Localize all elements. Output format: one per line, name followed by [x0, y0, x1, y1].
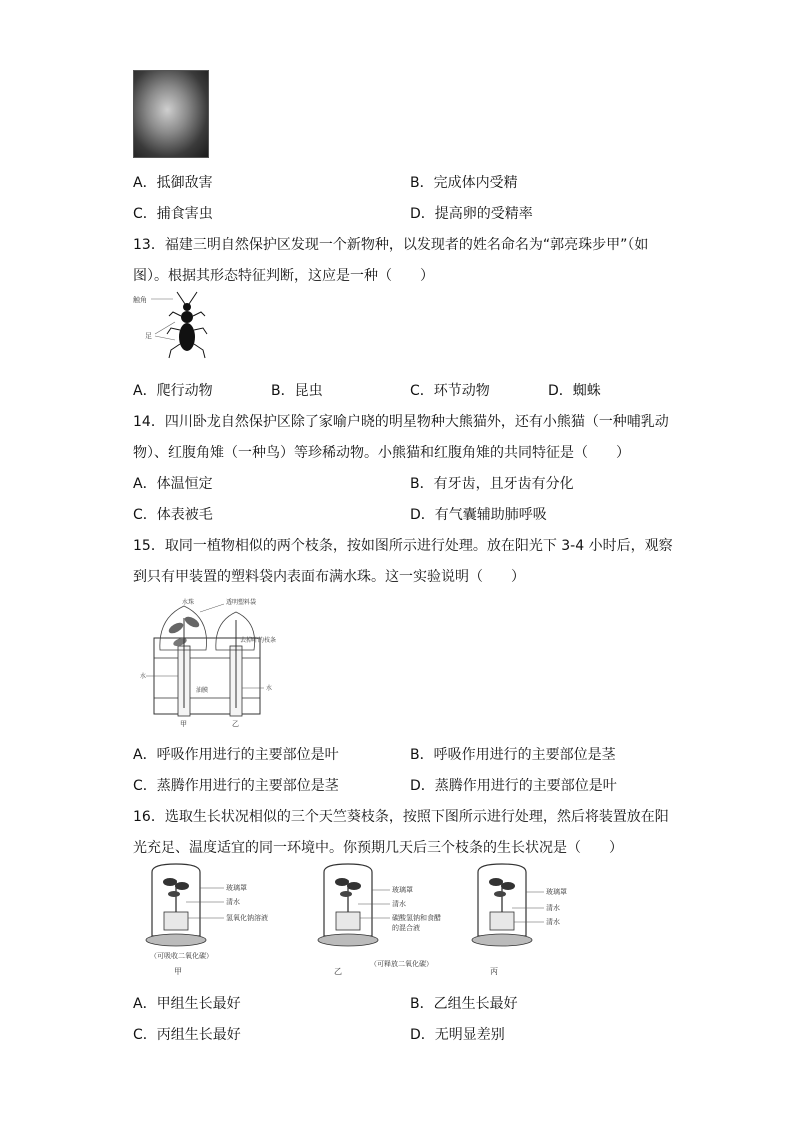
q15-stem-line2: 到只有甲装置的塑料袋内表面布满水珠。这一实验说明（ ） [133, 569, 525, 585]
q14-stem-line1: 14．四川卧龙自然保护区除了家喻户晓的明星物种大熊猫外，还有小熊猫（一种哺乳动 [133, 414, 669, 430]
jar-yi-label-glass: 玻璃罩 [392, 886, 413, 894]
jar-yi-note: （可释放二氧化碳） [370, 960, 433, 968]
jar-bing-name: 丙 [490, 967, 498, 976]
label-yi: 乙 [232, 720, 239, 728]
q16-option-a[interactable]: A．甲组生长最好 [133, 996, 241, 1012]
label-water-right: 水 [266, 685, 273, 692]
q14-stem-line2: 物）、红腹角雉（一种鸟）等珍稀动物。小熊猫和红腹角雉的共同特征是（ ） [133, 445, 630, 461]
q15-option-c[interactable]: C．蒸腾作用进行的主要部位是茎 [133, 778, 339, 794]
q16-option-c[interactable]: C．丙组生长最好 [133, 1027, 241, 1043]
q16-stem-line2: 光充足、温度适宜的同一环境中。你预期几天后三个枝条的生长状况是（ ） [133, 840, 623, 856]
q16-option-b[interactable]: B．乙组生长最好 [410, 996, 518, 1012]
jar-jia-label-glass: 玻璃罩 [226, 884, 247, 892]
jar-yi-label-mix: 碳酸氢钠和食醋 [392, 914, 441, 922]
jar-jia-name: 甲 [174, 967, 182, 976]
q13-option-b[interactable]: B．昆虫 [271, 383, 323, 399]
jar-yi-label-mix2: 的混合液 [392, 924, 420, 932]
q16-stem-line1: 16．选取生长状况相似的三个天竺葵枝条，按照下图所示进行处理，然后将装置放在阳 [133, 809, 669, 825]
q14-option-d[interactable]: D．有气囊辅助肺呼吸 [410, 507, 547, 523]
beetle-label-antenna: 触角 [133, 296, 147, 304]
label-jia: 甲 [180, 720, 187, 728]
label-plastic-bag: 透明塑料袋 [226, 599, 257, 606]
q12-option-a[interactable]: A．抵御敌害 [133, 175, 213, 191]
label-leafless-branch: 去掉叶的枝条 [240, 637, 277, 644]
label-oil-film: 油膜 [196, 687, 209, 694]
jar-jia-note: （可吸收二氧化碳） [150, 952, 213, 960]
q12-option-d[interactable]: D．提高卵的受精率 [410, 206, 533, 222]
jar-jia-label-naoh: 氢氧化钠溶液 [226, 914, 268, 922]
jar-bing-label-glass: 玻璃罩 [546, 888, 567, 896]
beetle-label-leg: 足 [145, 332, 152, 340]
q12-option-b[interactable]: B．完成体内受精 [410, 175, 518, 191]
transpiration-apparatus-figure [140, 598, 280, 728]
q15-option-a[interactable]: A．呼吸作用进行的主要部位是叶 [133, 747, 339, 763]
label-water-drops: 水珠 [182, 599, 195, 606]
q12-option-c[interactable]: C．捕食害虫 [133, 206, 213, 222]
q15-option-d[interactable]: D．蒸腾作用进行的主要部位是叶 [410, 778, 617, 794]
jar-bing-label-water: 清水 [546, 904, 560, 912]
insect-photo [133, 70, 209, 158]
q13-option-d[interactable]: D．蜘蛛 [548, 383, 601, 399]
q15-option-b[interactable]: B．呼吸作用进行的主要部位是茎 [410, 747, 616, 763]
q14-option-c[interactable]: C．体表被毛 [133, 507, 213, 523]
q16-option-d[interactable]: D．无明显差别 [410, 1027, 505, 1043]
jar-bing-label-water2: 清水 [546, 918, 560, 926]
jar-yi-label-water: 清水 [392, 900, 406, 908]
q13-stem-line2: 图）。根据其形态特征判断，这应是一种（ ） [133, 268, 434, 284]
q14-option-a[interactable]: A．体温恒定 [133, 476, 213, 492]
three-jars-figure [140, 862, 600, 982]
q14-option-b[interactable]: B．有牙齿，且牙齿有分化 [410, 476, 574, 492]
jar-jia [146, 864, 268, 976]
jar-bing [472, 864, 567, 976]
jar-yi-name: 乙 [334, 967, 342, 976]
q13-option-c[interactable]: C．环节动物 [410, 383, 490, 399]
jar-jia-label-water: 清水 [226, 898, 240, 906]
q15-stem-line1: 15．取同一植物相似的两个枝条，按如图所示进行处理。放在阳光下 3-4 小时后，观察 [133, 538, 673, 554]
jar-yi [318, 864, 441, 976]
beetle-figure [133, 290, 213, 362]
q13-option-a[interactable]: A．爬行动物 [133, 383, 213, 399]
label-water-left: 水 [140, 673, 147, 680]
q13-stem-line1: 13．福建三明自然保护区发现一个新物种，以发现者的姓名命名为“郭亮珠步甲”（如 [133, 237, 649, 253]
